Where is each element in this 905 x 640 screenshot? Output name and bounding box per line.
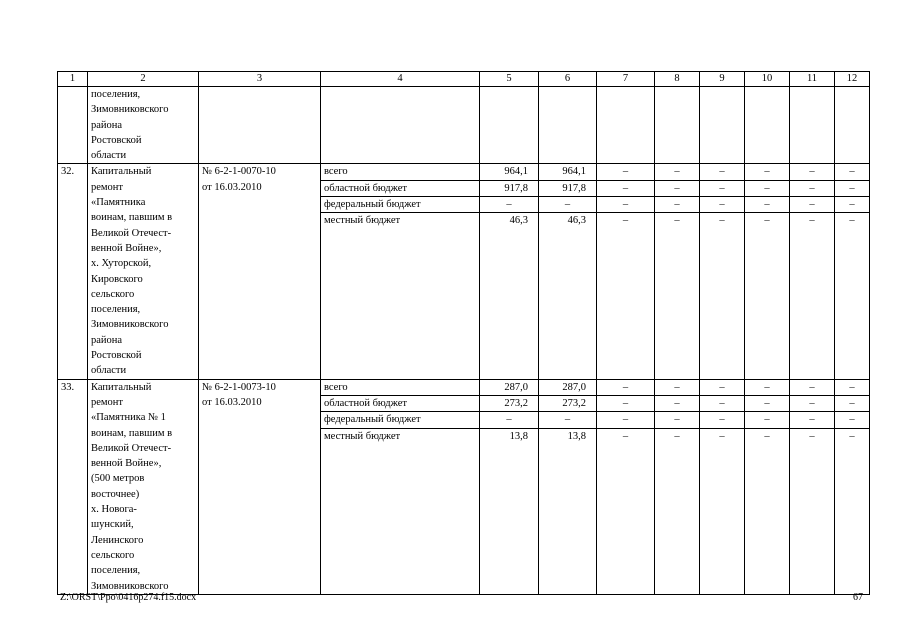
empty-cell — [199, 87, 321, 164]
value-col7: – — [597, 164, 654, 180]
footer-page-number: 67 — [853, 592, 863, 603]
funding-source-label: местный бюджет — [324, 430, 401, 442]
name-line: сельского — [91, 288, 135, 300]
value-col11: – — [809, 215, 815, 227]
empty-cell — [480, 87, 539, 164]
name-line: сельского — [91, 549, 135, 561]
funding-source-label: федеральный бюджет — [321, 197, 479, 213]
name-line: шунский, — [91, 519, 134, 531]
value-col6: 13,8 — [567, 430, 586, 442]
name-line: области — [91, 365, 127, 377]
name-line: района — [91, 119, 123, 131]
value-col11: – — [790, 181, 834, 197]
name-line: Великой Отечест- — [91, 442, 172, 454]
header-cell: 1 — [58, 72, 88, 87]
name-line: «Памятника № 1 — [91, 412, 166, 424]
name-line: восточнее) — [91, 488, 140, 500]
name-line: воинам, павшим в — [91, 212, 173, 224]
name-line: Зимовниковского — [91, 104, 169, 116]
name-line: Зимовниковского — [91, 319, 169, 331]
header-cell: 10 — [745, 72, 790, 87]
value-col6: 917,8 — [539, 181, 596, 197]
table-row — [58, 379, 870, 594]
funding-source-label: областной бюджет — [321, 181, 479, 197]
value-col12: – — [835, 164, 869, 180]
value-col6: 287,0 — [539, 380, 596, 396]
value-col9: – — [719, 215, 725, 227]
name-line: Кировского — [91, 273, 143, 285]
name-line: Капитальный — [91, 381, 152, 393]
empty-cell — [835, 87, 870, 164]
value-cell-col7 — [597, 164, 655, 379]
name-line: «Памятника — [91, 197, 146, 209]
name-line: ремонт — [91, 181, 124, 193]
name-line: Ленинского — [91, 534, 144, 546]
header-cell: 9 — [700, 72, 745, 87]
value-cell-col7 — [597, 379, 655, 594]
value-col5: – — [480, 197, 538, 213]
row-number: 33. — [58, 379, 88, 594]
value-col6: – — [539, 412, 596, 428]
value-col11: – — [790, 197, 834, 213]
footer-file-path: Z:\ORST\Ppo\0416p274.f15.docx — [60, 592, 197, 603]
name-line: х. Хуторской, — [91, 258, 152, 270]
header-cell: 11 — [790, 72, 835, 87]
value-col5: 964,1 — [480, 164, 538, 180]
empty-cell — [655, 87, 700, 164]
value-col9: – — [719, 430, 725, 442]
value-col7: – — [597, 181, 654, 197]
value-col9: – — [700, 412, 744, 428]
funding-source-cell — [321, 164, 480, 379]
name-line: ремонт — [91, 396, 124, 408]
value-col12: – — [849, 430, 855, 442]
funding-source-label: всего — [321, 380, 479, 396]
name-line: Ростовской — [91, 134, 142, 146]
continuation-row — [58, 87, 870, 164]
value-col12: – — [835, 197, 869, 213]
value-col6: 273,2 — [539, 396, 596, 412]
row-number: 32. — [58, 164, 88, 379]
header-cell: 4 — [321, 72, 480, 87]
name-line: района — [91, 334, 123, 346]
value-col8: – — [655, 181, 699, 197]
header-row — [58, 72, 870, 87]
table-row — [58, 164, 870, 379]
document-line: № 6-2-1-0070-10 — [202, 166, 276, 178]
value-col11: – — [809, 430, 815, 442]
name-line: Зимовниковского — [91, 580, 169, 592]
value-cell-col6 — [539, 164, 597, 379]
value-col8: – — [655, 380, 699, 396]
value-col7: – — [622, 215, 629, 227]
value-col9: – — [700, 396, 744, 412]
value-col11: – — [790, 396, 834, 412]
value-col10: – — [764, 430, 770, 442]
value-cell-col10 — [745, 379, 790, 594]
value-col5: – — [480, 412, 538, 428]
value-col9: – — [700, 181, 744, 197]
empty-cell — [700, 87, 745, 164]
value-col8: – — [655, 197, 699, 213]
row-number-cell — [58, 87, 88, 164]
header-cell: 2 — [88, 72, 199, 87]
value-cell-col12 — [835, 164, 870, 379]
document-line: № 6-2-1-0073-10 — [202, 381, 276, 393]
value-col12: – — [849, 215, 855, 227]
value-col7: – — [597, 197, 654, 213]
value-col5: 46,3 — [509, 215, 528, 227]
value-col12: – — [835, 396, 869, 412]
value-col12: – — [835, 412, 869, 428]
name-line: венной Войне», — [91, 458, 162, 470]
empty-cell — [745, 87, 790, 164]
value-col6: 46,3 — [567, 215, 586, 227]
name-line: воинам, павшим в — [91, 427, 173, 439]
header-cell: 6 — [539, 72, 597, 87]
empty-cell — [539, 87, 597, 164]
value-col10: – — [745, 197, 789, 213]
value-col5: 13,8 — [509, 430, 528, 442]
value-col11: – — [790, 412, 834, 428]
value-col6: – — [539, 197, 596, 213]
document-line: от 16.03.2010 — [202, 396, 262, 408]
value-col12: – — [835, 380, 869, 396]
value-cell-col11 — [790, 164, 835, 379]
name-line: (500 метров — [91, 473, 145, 485]
funding-source-cell — [321, 379, 480, 594]
funding-source-label: областной бюджет — [321, 396, 479, 412]
name-line: поселения, — [91, 304, 141, 316]
empty-cell — [597, 87, 655, 164]
funding-source-label: местный бюджет — [324, 215, 401, 227]
header-cell: 8 — [655, 72, 700, 87]
value-col5: 273,2 — [480, 396, 538, 412]
value-col8: – — [674, 215, 680, 227]
value-col8: – — [655, 412, 699, 428]
value-cell-col9 — [700, 164, 745, 379]
value-col5: 917,8 — [480, 181, 538, 197]
value-col12: – — [835, 181, 869, 197]
value-col10: – — [745, 380, 789, 396]
value-cell-col5 — [480, 164, 539, 379]
value-col6: 964,1 — [539, 164, 596, 180]
name-line: Ростовской — [91, 350, 142, 362]
value-col9: – — [700, 197, 744, 213]
value-col7: – — [597, 412, 654, 428]
name-line: поселения, — [91, 89, 141, 100]
value-col7: – — [597, 396, 654, 412]
value-cell-col9 — [700, 379, 745, 594]
value-col7: – — [622, 430, 629, 442]
value-col9: – — [700, 380, 744, 396]
value-col8: – — [655, 164, 699, 180]
value-cell-col12 — [835, 379, 870, 594]
value-cell-col5 — [480, 379, 539, 594]
header-cell: 5 — [480, 72, 539, 87]
document-cell — [199, 164, 321, 379]
document-cell — [199, 379, 321, 594]
value-col10: – — [764, 215, 770, 227]
value-col8: – — [655, 396, 699, 412]
value-col10: – — [745, 412, 789, 428]
object-name-cell — [88, 87, 199, 164]
value-col5: 287,0 — [480, 380, 538, 396]
value-cell-col8 — [655, 164, 700, 379]
value-cell-col6 — [539, 379, 597, 594]
value-cell-col10 — [745, 164, 790, 379]
name-line: области — [91, 150, 127, 162]
document-line: от 16.03.2010 — [202, 181, 262, 193]
value-col10: – — [745, 164, 789, 180]
value-col10: – — [745, 396, 789, 412]
value-cell-col11 — [790, 379, 835, 594]
name-line: поселения, — [91, 565, 141, 577]
name-line: Капитальный — [91, 166, 152, 178]
empty-cell — [790, 87, 835, 164]
funding-source-label: всего — [321, 164, 479, 180]
header-cell: 3 — [199, 72, 321, 87]
value-col11: – — [790, 380, 834, 396]
value-col10: – — [745, 181, 789, 197]
header-cell: 7 — [597, 72, 655, 87]
value-col9: – — [700, 164, 744, 180]
name-line: венной Войне», — [91, 242, 162, 254]
value-cell-col8 — [655, 379, 700, 594]
empty-cell — [321, 87, 480, 164]
name-line: Великой Отечест- — [91, 227, 172, 239]
value-col11: – — [790, 164, 834, 180]
funding-source-label: федеральный бюджет — [321, 412, 479, 428]
object-name-cell — [88, 379, 199, 594]
header-cell: 12 — [835, 72, 870, 87]
object-name-cell — [88, 164, 199, 379]
name-line: х. Новога- — [91, 504, 137, 516]
budget-table — [57, 71, 870, 595]
value-col7: – — [597, 380, 654, 396]
value-col8: – — [674, 430, 680, 442]
